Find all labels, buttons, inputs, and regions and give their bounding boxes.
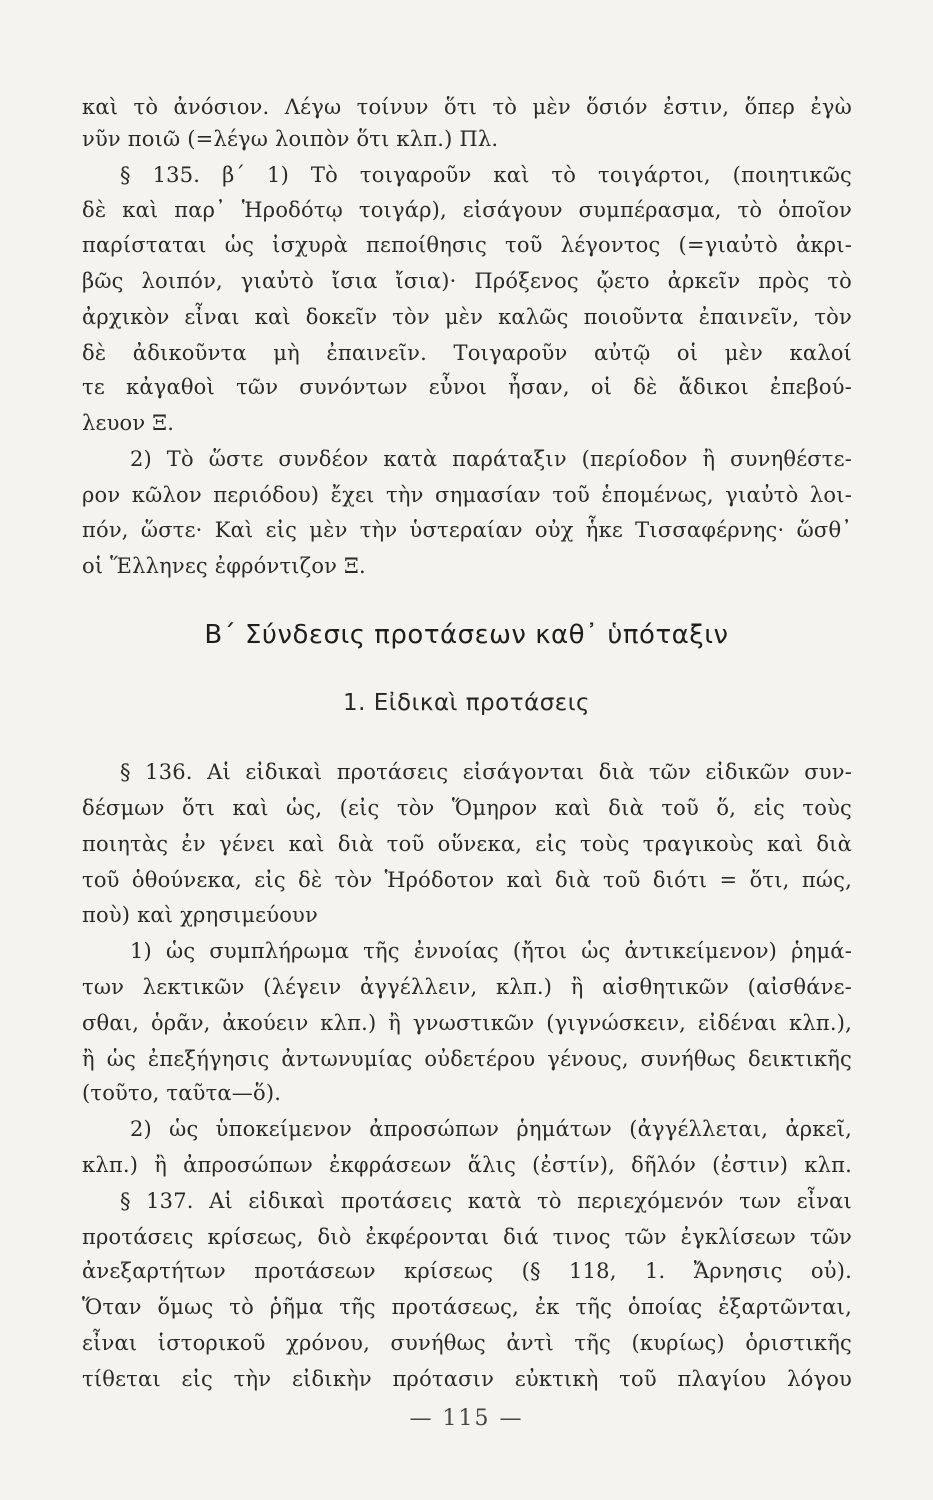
text-line-30: Ὅταν ὅμως τὸ ῥῆμα τῆς προτάσεως, ἐκ τῆς ὁποίας ἐξαρτῶνται, [82,1295,852,1319]
text-line-2: νῦν ποιῶ (=λέγω λοιπὸν ὅτι κλπ.) Πλ. [82,127,499,151]
text-line-6: βῶς λοιπόν, γιαὐτὸ ἴσια ἴσια)· Πρόξενος ᾤετο ἀρκεῖν πρὸς τὸ [82,269,852,293]
text-line-5: παρίσταται ὡς ἰσχυρὰ πεποίθησις τοῦ λέγοντος (=γιαὐτὸ ἀκρι- [82,233,852,257]
text-line-23: ἢ ὡς ἐπεξήγησις ἀντωνυμίας οὐδετέρου γένους, συνήθως δεικτικῆς [82,1047,852,1071]
text-line-22: σθαι, ὁρᾶν, ἀκούειν κλπ.) ἢ γνωστικῶν (γιγνώσκειν, εἰδέναι κλπ.), [82,1011,852,1035]
subsection-heading: 1. Εἰδικαὶ προτάσεις [342,690,591,716]
text-line-9: τε κἀγαθοὶ τῶν συνόντων εὖνοι ἦσαν, οἱ δὲ ἄδικοι ἐπεβού- [82,375,852,399]
text-line-1: καὶ τὸ ἀνόσιον. Λέγω τοίνυν ὅτι τὸ μὲν ὅσιόν ἐστιν, ὅπερ ἐγὼ [82,95,852,119]
text-line-10: λευον Ξ. [82,411,175,435]
text-line-7: ἀρχικὸν εἶναι καὶ δοκεῖν τὸν μὲν καλῶς ποιοῦντα ἐπαινεῖν, τὸν [82,305,852,329]
text-line-24: (τοῦτο, ταῦτα—ὅ). [82,1081,282,1105]
item-2-start: 2) ὡς ὑποκείμενον ἀπροσώπων ῥημάτων (ἀγγέλλεται, ἀρκεῖ, [130,1117,852,1141]
item-1-start: 1) ὡς συμπλήρωμα τῆς ἐννοίας (ἤτοι ὡς ἀντικείμενον) ῥημά- [130,939,852,963]
paragraph-135-2-start: 2) Τὸ ὥστε συνδέον κατὰ παράταξιν (περίοδον ἢ συνηθέστε- [130,447,852,471]
text-line-16: δέσμων ὅτι καὶ ὡς, (εἰς τὸν Ὅμηρον καὶ διὰ τοῦ ὅ, εἰς τοὺς [82,796,852,820]
section-heading: Β΄ Σύνδεσις προτάσεων καθ᾽ ὑπόταξιν [204,620,729,650]
text-line-18: τοῦ ὁθούνεκα, εἰς δὲ τὸν Ἡρόδοτον καὶ διὰ τοῦ διότι = ὅτι, πώς, [82,868,852,892]
text-line-32: τίθεται εἰς τὴν εἰδικὴν πρότασιν εὐκτικὴ τοῦ πλαγίου λόγου [82,1367,852,1391]
paragraph-137-start: § 137. Αἱ εἰδικαὶ προτάσεις κατὰ τὸ περιεχόμενόν των εἶναι [120,1189,852,1213]
text-line-29: ἀνεξαρτήτων προτάσεων κρίσεως (§ 118, 1. Ἄρνησις οὐ). [82,1259,852,1283]
paragraph-136-start: § 136. Αἱ εἰδικαὶ προτάσεις εἰσάγονται διὰ τῶν εἰδικῶν συν- [120,760,852,784]
text-line-28: προτάσεις κρίσεως, διὸ ἐκφέρονται διά τινος τῶν ἐγκλίσεων τῶν [82,1225,852,1249]
text-line-8: δὲ ἀδικοῦντα μὴ ἐπαινεῖν. Τοιγαροῦν αὐτῷ οἱ μὲν καλοί [82,341,852,365]
text-line-17: ποιητὰς ἐν γένει καὶ διὰ τοῦ οὕνεκα, εἰς τοὺς τραγικοὺς καὶ διὰ [82,832,852,856]
text-line-26: κλπ.) ἢ ἀπροσώπων ἐκφράσεων ἅλις (ἐστίν), δῆλόν (ἐστιν) κλπ. [82,1153,852,1177]
text-line-13: πόν, ὥστε· Καὶ εἰς μὲν τὴν ὑστεραίαν οὐχ ἧκε Τισσαφέρνης· ὥσθ᾽ [82,518,852,542]
text-line-12: ρον κῶλον περιόδου) ἔχει τὴν σημασίαν τοῦ ἑπομένως, γιαὐτὸ λοι- [82,483,852,507]
text-line-19: ποὺ) καὶ χρησιμεύουν [82,903,318,927]
page-number: — 115 — [409,1406,524,1431]
paragraph-135-start: § 135. β΄ 1) Τὸ τοιγαροῦν καὶ τὸ τοιγάρτοι, (ποιητικῶς [120,163,852,187]
text-line-4: δὲ καὶ παρ᾽ Ἡροδότῳ τοιγάρ), εἰσάγουν συμπέρασμα, τὸ ὁποῖον [82,198,852,222]
text-line-21: των λεκτικῶν (λέγειν ἀγγέλλειν, κλπ.) ἢ αἰσθητικῶν (αἰσθάνε- [82,975,852,999]
text-line-31: εἶναι ἱστορικοῦ χρόνου, συνήθως ἀντὶ τῆς (κυρίως) ὁριστικῆς [82,1331,852,1355]
text-line-14: οἱ Ἕλληνες ἐφρόντιζον Ξ. [82,554,366,578]
